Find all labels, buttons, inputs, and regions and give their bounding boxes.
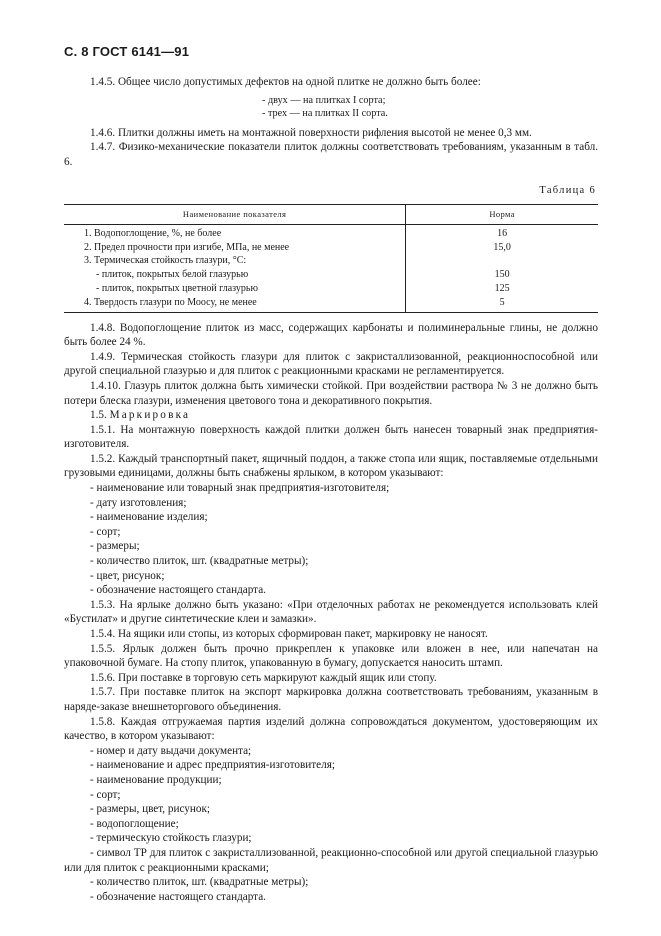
defects-item: - двух — на плитках I сорта; (262, 94, 386, 106)
clause-1-5-7: 1.5.7. При поставке плиток на экспорт маркировка должна соответствовать требованиям, указанным в наряде-заказе внешнеторгового объединения. (64, 686, 598, 713)
section-number: 1.5. (90, 409, 107, 422)
clause-1-4-5: 1.4.5. Общее число допустимых дефектов на одной плитке не должно быть более: (90, 76, 481, 88)
clause-1-4-10: 1.4.10. Глазурь плиток должна быть химически стойкой. При воздействии раствора № 3 не должно быть потери блеска глазури, изменения цветового тона и декоративного покрытия. (64, 379, 598, 407)
table-cell-value: 125 (494, 282, 510, 294)
list-item: - цвет, рисунок; (90, 569, 165, 582)
list-item: - наименование и адрес предприятия-изготовителя; (90, 759, 335, 772)
clause-1-4-6: 1.4.6. Плитки должны иметь на монтажной поверхности рифления высотой не менее 0,3 мм. (90, 126, 532, 139)
list-item: - дату изготовления; (90, 496, 187, 509)
list-item: - водопоглощение; (90, 817, 179, 830)
clause-1-5-5: 1.5.5. Ярлык должен быть прочно прикреплен к упаковке или вложен в нее, или напечатан на упаковочной бумаге. На стопу плиток, упакованную в бумагу, допускается наносить штамп. (64, 642, 598, 670)
table-cell-value: 5 (406, 296, 598, 312)
document-body (64, 75, 598, 904)
table-header-norm: Норма (489, 208, 515, 219)
clause-1-5-3: 1.5.3. На ярлыке должно быть указано: «При отделочных работах не рекомендуется использовать клей «Бустилат» и другие синтетические клеи и замазки». (64, 598, 598, 626)
list-item: - обозначение настоящего стандарта. (90, 584, 266, 597)
list-item: - сорт; (90, 788, 121, 801)
list-item: - наименование продукции; (90, 773, 222, 786)
page-header: С. 8 ГОСТ 6141—91 (64, 44, 190, 59)
defects-item: - трех — на плитках II сорта. (262, 107, 388, 119)
list-item: - размеры; (90, 540, 140, 553)
table-cell-name: 3. Термическая стойкость глазури, °С: (64, 254, 406, 268)
table-header-row (64, 204, 598, 224)
section-title: Маркировка (109, 409, 191, 422)
list-item: - символ ТР для плиток с закристаллизованной, реакционно-способной или другой специальной глазурью или для плиток с реакционными красками; (64, 846, 598, 874)
table-row (64, 282, 598, 296)
section-heading-marking (64, 408, 598, 423)
table-cell-value (406, 254, 598, 268)
list-item: - наименование изделия; (90, 511, 208, 524)
table-cell-name: - плиток, покрытых цветной глазурью (64, 282, 406, 296)
table-label: Таблица 6 (539, 185, 596, 197)
table-cell-value: 15,0 (493, 241, 511, 253)
defects-list (262, 94, 598, 120)
clause-1-5-8: 1.5.8. Каждая отгружаемая партия изделий должна сопровождаться документом, удостоверяющим их качество, в котором указывают: (64, 715, 598, 743)
clause-1-5-1: 1.5.1. На монтажную поверхность каждой плитки должен быть нанесен товарный знак предприятия-изготовителя. (64, 423, 598, 451)
clause-1-4-7: 1.4.7. Физико-механические показатели плиток должны соответствовать требованиям, указанным в табл. 6. (64, 141, 598, 168)
clause-1-5-6: 1.5.6. При поставке в торговую сеть маркируют каждый ящик или стопу. (90, 671, 437, 684)
table-row (64, 254, 598, 268)
table-row (64, 241, 598, 255)
clause-1-5-2: 1.5.2. Каждый транспортный пакет, ящичный поддон, а также стопа или ящик, поставляемые отдельными грузовыми единицами, должны быть снабжены ярлыком, в котором указывают: (64, 452, 598, 480)
list-item: - термическую стойкость глазури; (90, 832, 252, 845)
table-cell-name: - плиток, покрытых белой глазурью (64, 268, 406, 282)
list-item: - номер и дату выдачи документа; (90, 744, 252, 757)
label-contents-list (64, 481, 598, 598)
table-6 (64, 204, 598, 313)
table-cell-value: 150 (494, 269, 510, 281)
clauses-after-table (64, 321, 598, 905)
list-item: - сорт; (90, 525, 121, 538)
table-row (64, 224, 598, 240)
list-item: - размеры, цвет, рисунок; (90, 803, 211, 816)
clause-1-5-4: 1.5.4. На ящики или стопы, из которых сформирован пакет, маркировку не наносят. (90, 628, 488, 641)
clause-1-4-8: 1.4.8. Водопоглощение плиток из масс, содержащих карбонаты и полиминеральные глины, не должно быть более 24 %. (64, 321, 598, 349)
list-item: - количество плиток, шт. (квадратные метры); (90, 876, 309, 889)
list-item: - количество плиток, шт. (квадратные метры); (90, 555, 309, 568)
table-header-name: Наименование показателя (64, 204, 406, 224)
list-item: - наименование или товарный знак предприятия-изготовителя; (90, 482, 390, 495)
table-cell-name: 2. Предел прочности при изгибе, МПа, не менее (64, 241, 406, 255)
table-row (64, 296, 598, 312)
list-item: - обозначение настоящего стандарта. (90, 890, 266, 903)
table-cell-name: 1. Водопоглощение, %, не более (64, 224, 406, 240)
table-row (64, 268, 598, 282)
table-cell-value: 16 (497, 227, 508, 239)
table-cell-name: 4. Твердость глазури по Моосу, не менее (64, 296, 406, 312)
clause-1-4-9: 1.4.9. Термическая стойкость глазури для плиток с закристаллизованной, реакционноспособной или другой специальной глазурью и для плиток с реакционными красками не регламентируется. (64, 350, 598, 378)
quality-document-list (64, 744, 598, 905)
